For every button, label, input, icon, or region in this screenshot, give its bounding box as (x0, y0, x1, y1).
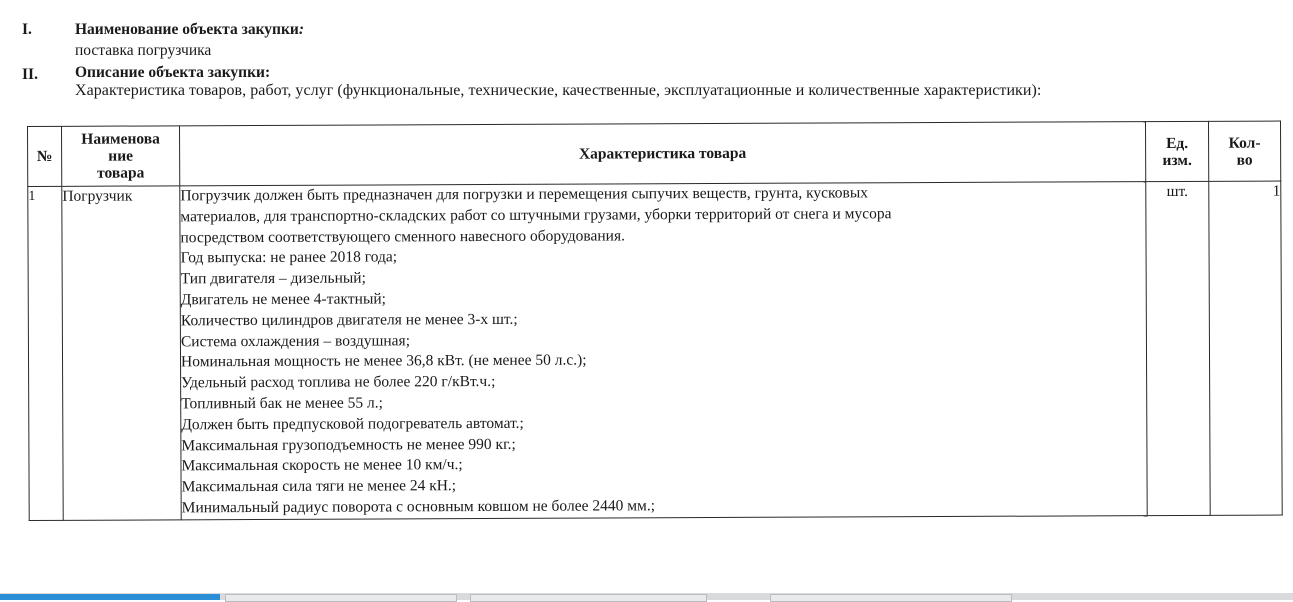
desc-line: Топливный бак не менее 55 л.; (181, 394, 383, 413)
desc-line: Количество цилиндров двигателя не менее 3-х шт.; (180, 310, 518, 330)
header-name-line: Наименова (81, 130, 160, 148)
desc-line: Максимальная скорость не менее 10 км/ч.; (181, 456, 463, 475)
desc-line: Номинальная мощность не менее 36,8 кВт. (не менее 50 л.с.); (180, 351, 587, 371)
section-1-number: I. (22, 21, 32, 38)
desc-line: Год выпуска: не ранее 2018 года; (180, 248, 398, 267)
desc-line: Минимальный радиус поворота с основным ковшом не более 2440 мм.; (181, 497, 656, 517)
desc-line: Максимальная грузоподъемность не менее 990 кг.; (181, 435, 516, 454)
header-qty (1208, 121, 1280, 181)
bottom-strip-accent (0, 594, 220, 600)
header-unit-line: изм. (1162, 151, 1192, 169)
desc-line: Должен быть предпусковой подогреватель автомат.; (181, 414, 524, 434)
row-name: Погрузчик (62, 186, 181, 520)
desc-line: Тип двигателя – дизельный; (180, 269, 366, 288)
header-desc: Характеристика товара (180, 122, 1146, 186)
row-unit: шт. (1146, 181, 1210, 515)
specification-table (27, 121, 1283, 521)
table-row (28, 181, 1282, 520)
header-name (62, 126, 180, 187)
section-2-text: Характеристика товаров, работ, услуг (функциональные, технические, качественные, эксплуатационные и количественные характеристики): (75, 82, 1042, 99)
section-2-heading: Описание объекта закупки: (75, 64, 271, 81)
header-num: № (28, 126, 62, 186)
row-num: 1 (28, 186, 63, 520)
bottom-strip-segment (770, 594, 1012, 602)
bottom-strip-segment (470, 594, 707, 602)
section-2-number: II. (22, 66, 38, 83)
bottom-strip-segment (225, 594, 457, 602)
header-name-line: товара (97, 164, 145, 182)
desc-line: материалов, для транспортно-складских работ со штучными грузами, уборки территорий от снега и мусора (180, 205, 892, 226)
desc-line: Двигатель не менее 4-тактный; (180, 290, 386, 309)
row-qty: 1 (1209, 181, 1282, 515)
header-unit (1145, 121, 1208, 181)
desc-line: Удельный расход топлива не более 220 г/кВт.ч.; (181, 373, 496, 392)
desc-line: Система охлаждения – воздушная; (180, 331, 411, 350)
row-description (180, 182, 1147, 520)
section-1-text: поставка погрузчика (75, 42, 212, 59)
header-qty-line: во (1236, 151, 1253, 169)
header-name-line: ние (108, 147, 134, 165)
desc-line: Погрузчик должен быть предназначен для погрузки и перемещения сыпучих веществ, грунта, кусковых (180, 184, 869, 205)
section-1-heading-colon: : (298, 21, 304, 38)
desc-line: Максимальная сила тяги не менее 24 кН.; (181, 477, 457, 496)
section-1-heading-text: Наименование объекта закупки (75, 21, 299, 38)
desc-line: посредством соответствующего сменного навесного оборудования. (180, 226, 625, 246)
section-1-heading (75, 21, 304, 39)
header-unit-line: Ед. (1166, 134, 1189, 152)
header-qty-line: Кол- (1228, 134, 1261, 152)
table-header-row (28, 121, 1281, 186)
